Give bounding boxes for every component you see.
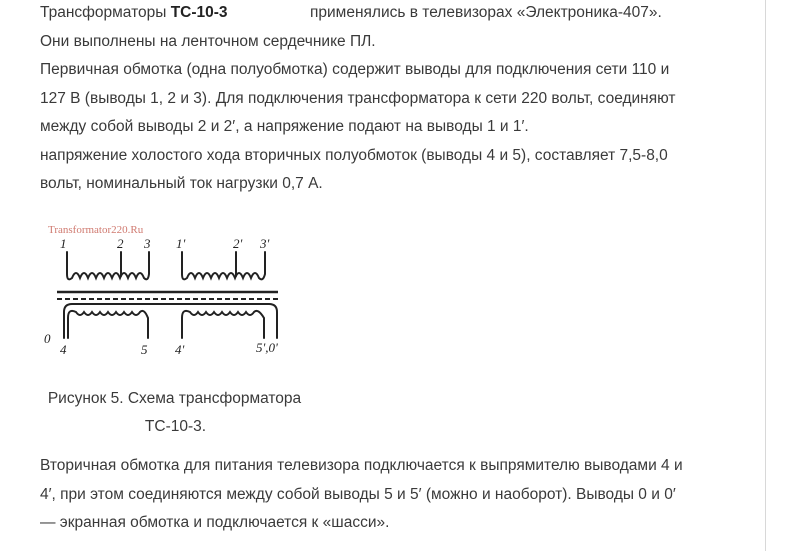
terminal-label: 1: [60, 236, 67, 251]
intro-rest: применялись в телевизорах «Электроника-407».: [310, 4, 662, 21]
terminal-label: 1': [176, 236, 186, 251]
primary-winding-left: [67, 252, 149, 279]
shield-winding: [64, 304, 277, 338]
text-line: Вторичная обмотка для питания телевизора подключается к выпрямителю выводами 4 и: [40, 457, 683, 474]
secondary-paragraph: [40, 452, 683, 538]
transformer-schematic: [40, 218, 310, 368]
terminal-label: 5',0': [256, 340, 278, 355]
caption-line: ТС-10-3.: [144, 418, 207, 435]
text-line: 127 В (выводы 1, 2 и 3). Для подключения трансформатора к сети 220 вольт, соединяют: [40, 89, 676, 107]
text-line: вольт, номинальный ток нагрузки 0,7 А.: [40, 175, 323, 192]
terminal-label: 0: [44, 331, 51, 346]
terminal-label: 2: [117, 236, 124, 251]
text-line: — экранная обмотка и подключается к «шасси».: [40, 514, 390, 531]
secondary-winding-right: [182, 311, 264, 338]
secondary-winding-left: [68, 311, 148, 338]
figure-caption: [47, 385, 302, 441]
model-name: ТС-10-3: [170, 4, 228, 21]
terminal-label: 2': [233, 236, 243, 251]
content-border: [765, 0, 766, 551]
intro-paragraph: [40, 0, 676, 199]
caption-line: Рисунок 5. Схема трансформатора: [47, 390, 302, 407]
text-line: Первичная обмотка (одна полуобмотка) содержит выводы для подключения сети 110 и: [40, 61, 670, 78]
text-line: напряжение холостого хода вторичных полуобмоток (выводы 4 и 5), составляет 7,5-8,0: [40, 146, 668, 164]
terminal-label: 3': [260, 236, 270, 251]
transformer-diagram: [40, 218, 310, 368]
primary-winding-right: [182, 252, 265, 279]
intro-prefix: Трансформаторы: [40, 4, 171, 21]
text-line: между собой выводы 2 и 2′, а напряжение подают на выводы 1 и 1′.: [40, 118, 529, 135]
terminal-label: 4: [60, 342, 67, 357]
terminal-label: 4': [175, 342, 185, 357]
terminal-label: 3: [144, 236, 151, 251]
text-line: 4′, при этом соединяются между собой выводы 5 и 5′ (можно и наоборот). Выводы 0 и 0′: [40, 485, 676, 503]
text-line: Они выполнены на ленточном сердечнике ПЛ.: [40, 32, 376, 50]
terminal-label: 5: [141, 342, 148, 357]
watermark: Transformator220.Ru: [48, 224, 144, 236]
